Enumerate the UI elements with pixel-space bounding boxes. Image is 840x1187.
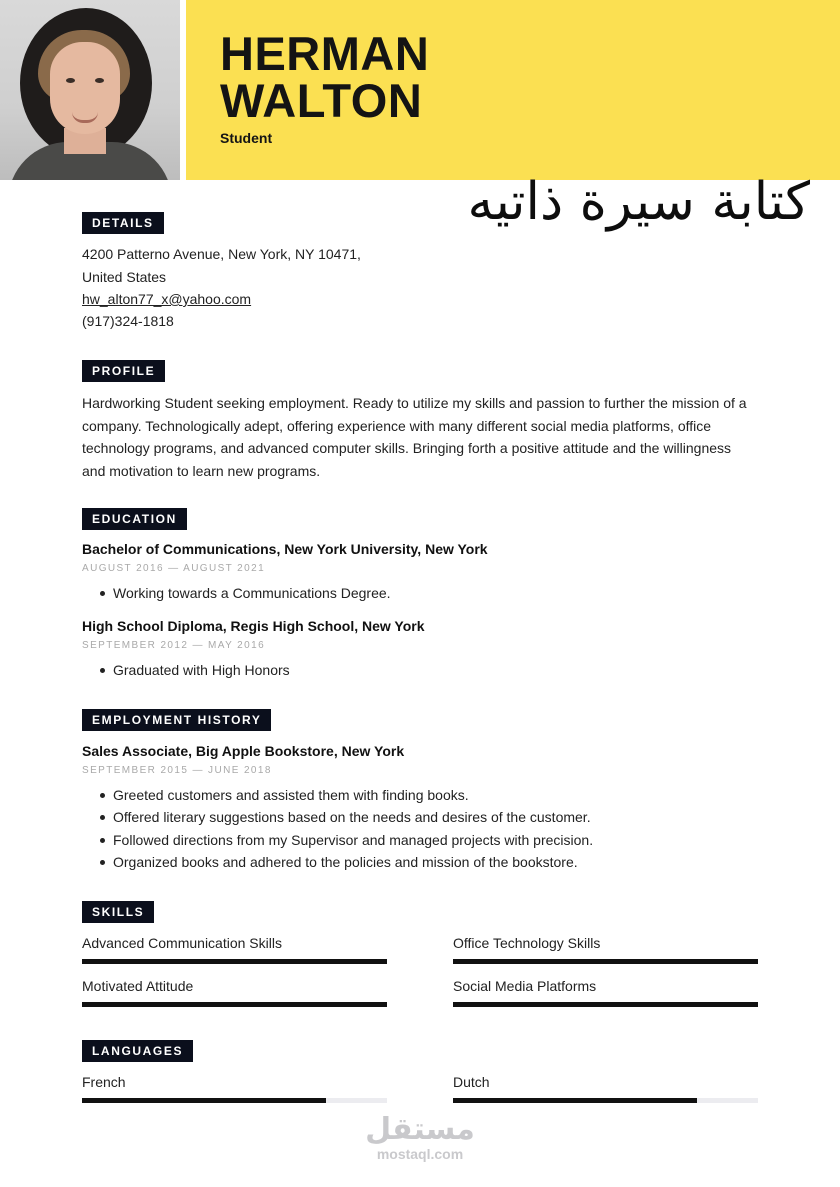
bullet-text: Organized books and adhered to the policies and mission of the bookstore. bbox=[113, 854, 578, 870]
employment-bullet bbox=[100, 787, 469, 803]
bullet-dot bbox=[100, 668, 105, 673]
language-level-fill bbox=[453, 1098, 697, 1103]
employment-bullet bbox=[100, 832, 593, 848]
email-link[interactable]: hw_alton77_x@yahoo.com bbox=[82, 291, 252, 307]
skill-name: Social Media Platforms bbox=[453, 978, 597, 994]
bullet-dot bbox=[100, 793, 105, 798]
employment-bullet bbox=[100, 809, 591, 825]
language-level-bar bbox=[82, 1098, 387, 1103]
employment-heading: EMPLOYMENT HISTORY bbox=[82, 709, 271, 731]
profile-photo bbox=[0, 0, 180, 180]
left-eye bbox=[66, 78, 75, 83]
first-name: HERMAN bbox=[220, 27, 430, 80]
skill-level-bar bbox=[453, 1002, 758, 1007]
skill-level-fill bbox=[82, 1002, 387, 1007]
skills-heading: SKILLS bbox=[82, 901, 154, 923]
language-level-fill bbox=[82, 1098, 326, 1103]
skill-level-bar bbox=[453, 959, 758, 964]
employment-bullet bbox=[100, 854, 578, 870]
overlay-title: كتابة سيرة ذاتيه bbox=[467, 172, 810, 232]
skill-level-fill bbox=[453, 1002, 758, 1007]
education-entry-title: Bachelor of Communications, New York University, New York bbox=[82, 541, 488, 557]
language-name: French bbox=[82, 1074, 126, 1090]
phone-number: (917)324-1818 bbox=[82, 313, 174, 329]
bullet-dot bbox=[100, 860, 105, 865]
right-eye bbox=[95, 78, 104, 83]
bullet-dot bbox=[100, 591, 105, 596]
skill-name: Motivated Attitude bbox=[82, 978, 194, 994]
skill-name: Advanced Communication Skills bbox=[82, 935, 282, 951]
skill-name: Office Technology Skills bbox=[453, 935, 601, 951]
education-entry-dates: AUGUST 2016 — AUGUST 2021 bbox=[82, 563, 266, 574]
language-name: Dutch bbox=[453, 1074, 490, 1090]
address-line-1: 4200 Patterno Avenue, New York, NY 10471, bbox=[82, 246, 361, 262]
last-name: WALTON bbox=[220, 74, 423, 127]
skill-level-fill bbox=[453, 959, 758, 964]
bullet-text: Greeted customers and assisted them with finding books. bbox=[113, 787, 469, 803]
skill-level-bar bbox=[82, 959, 387, 964]
bullet-text: Offered literary suggestions based on the needs and desires of the customer. bbox=[113, 809, 591, 825]
education-entry-dates: SEPTEMBER 2012 — MAY 2016 bbox=[82, 640, 266, 651]
languages-heading: LANGUAGES bbox=[82, 1040, 193, 1062]
bullet-dot bbox=[100, 815, 105, 820]
language-level-bar bbox=[453, 1098, 758, 1103]
skill-level-bar bbox=[82, 1002, 387, 1007]
details-heading: DETAILS bbox=[82, 212, 164, 234]
education-bullet bbox=[100, 585, 391, 601]
bullet-text: Followed directions from my Supervisor and managed projects with precision. bbox=[113, 832, 594, 848]
address-line-2: United States bbox=[82, 269, 167, 285]
profile-text: Hardworking Student seeking employment. Ready to utilize my skills and passion to further the mission of a company. Technologically adept, offering experience with many different social media platforms, office technology programs, and advanced computer skills. Bringing forth a positive attitude and the willingness and motivation to learn new programs. bbox=[82, 395, 747, 479]
bullet-text: Working towards a Communications Degree. bbox=[113, 585, 391, 601]
watermark-url: mostaql.com bbox=[376, 1146, 464, 1162]
education-entry-title: High School Diploma, Regis High School, New York bbox=[82, 618, 425, 634]
skill-level-fill bbox=[82, 959, 387, 964]
education-bullet bbox=[100, 662, 290, 678]
watermark-logo: مستقل bbox=[365, 1112, 475, 1147]
education-heading: EDUCATION bbox=[82, 508, 187, 530]
employment-entry-dates: SEPTEMBER 2015 — JUNE 2018 bbox=[82, 765, 272, 776]
profile-heading: PROFILE bbox=[82, 360, 165, 382]
bullet-text: Graduated with High Honors bbox=[113, 662, 290, 678]
bullet-dot bbox=[100, 838, 105, 843]
job-title: Student bbox=[220, 130, 273, 146]
employment-entry-title: Sales Associate, Big Apple Bookstore, New York bbox=[82, 743, 405, 759]
